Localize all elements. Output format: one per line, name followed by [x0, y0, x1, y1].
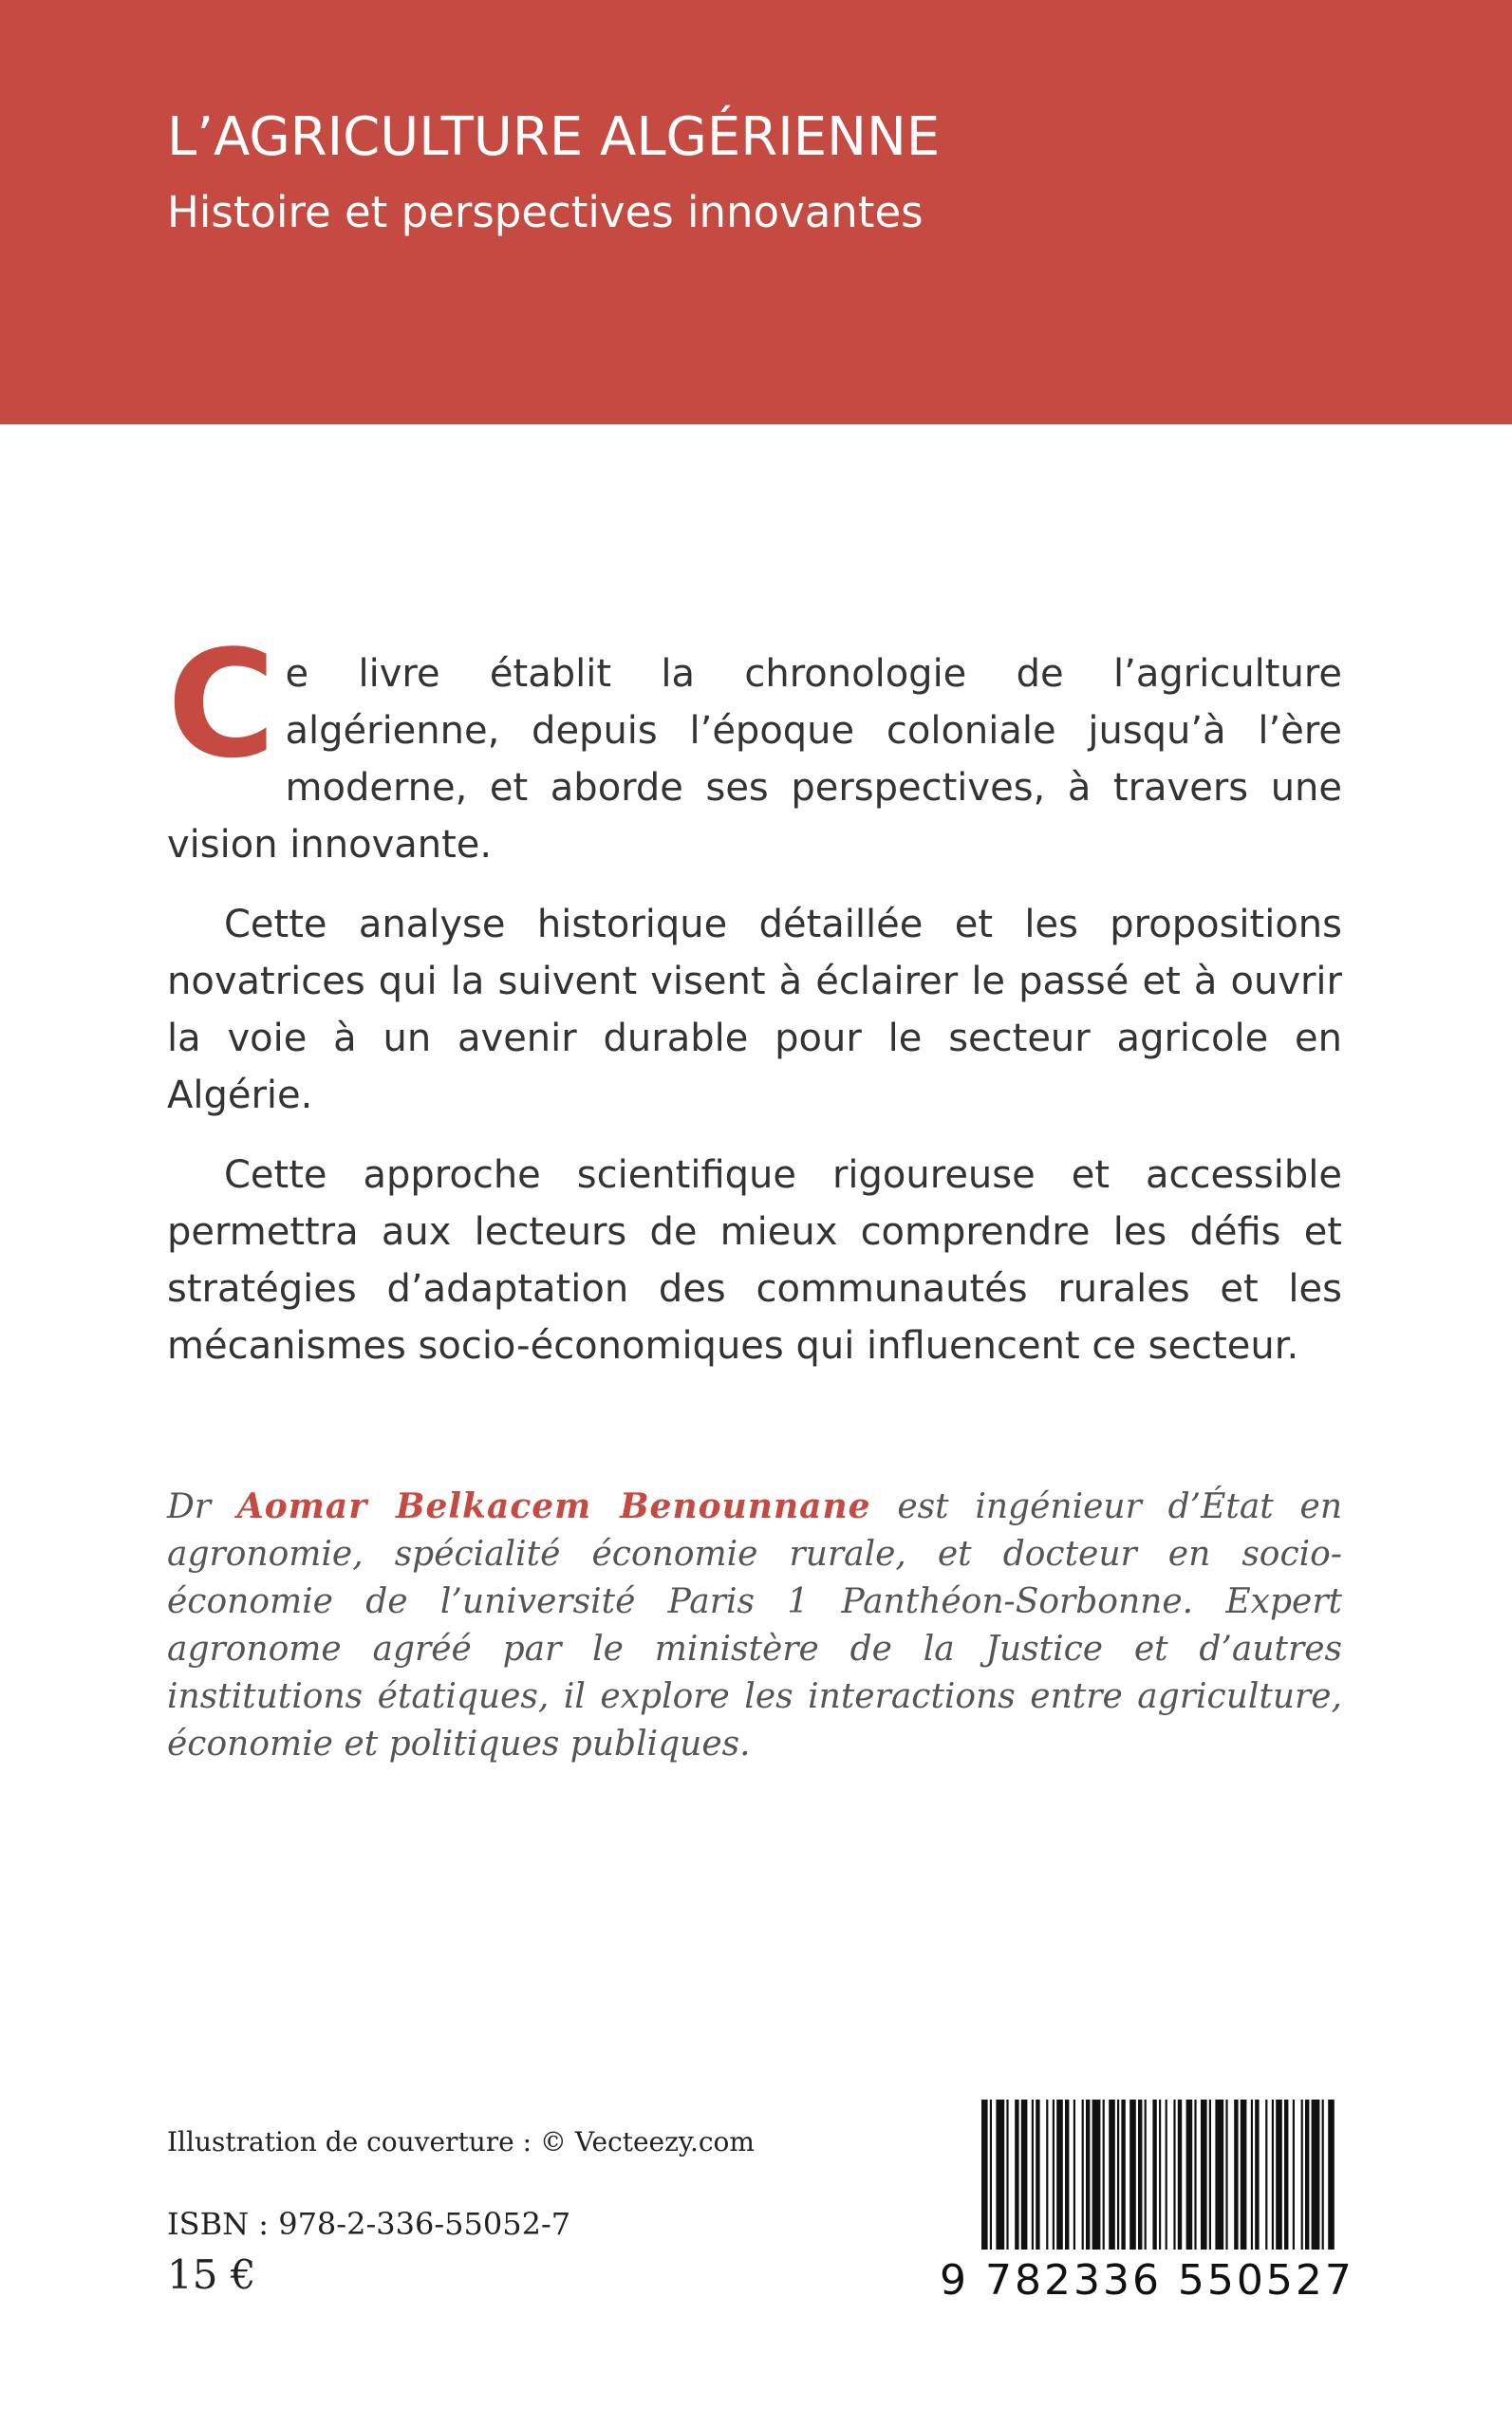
book-subtitle: Histoire et perspectives innovantes: [167, 187, 924, 237]
barcode-bar: [1129, 2100, 1136, 2250]
barcode-bar: [1086, 2100, 1090, 2250]
barcode-bar: [1186, 2100, 1193, 2250]
author-bio-text: est ingénieur d’État en agronomie, spécialité économie rurale, et docteur en socio-économie de l’université Paris 1 Panthéon-Sorbonne. Expert agronome agréé par le ministère de la Justice et d’autres institutions étatiques, il explore les interactions entre agriculture, économie et politiques publiques.: [167, 1487, 1343, 1764]
barcode-bar: [1328, 2100, 1335, 2250]
book-title: L’AGRICULTURE ALGÉRIENNE: [167, 106, 941, 168]
barcode-bar: [1121, 2100, 1125, 2250]
barcode-bar: [1053, 2100, 1055, 2250]
book-blurb: [167, 618, 1342, 1397]
blurb-paragraph-2: Cette analyse historique détaillée et les propositions novatrices qui la suivent visent à éclairer le passé et à ouvrir la voie à un avenir durable pour le secteur agricole en Algérie.: [167, 903, 1342, 1117]
barcode-bar: [1145, 2100, 1147, 2250]
price-label: 15 €: [167, 2251, 256, 2298]
barcode-bar: [1215, 2100, 1223, 2250]
blurb-paragraph-1: [167, 618, 1342, 873]
barcode-bar: [1225, 2100, 1227, 2250]
barcode-bar: [1109, 2100, 1115, 2250]
barcode-bar: [1251, 2100, 1253, 2250]
barcode-bar: [1322, 2100, 1324, 2250]
barcode-bar: [981, 2100, 988, 2250]
barcode-bar: [1032, 2100, 1034, 2250]
barcode-bar: [1138, 2100, 1142, 2250]
barcode-bar: [1117, 2100, 1119, 2250]
barcode-bar: [1065, 2100, 1069, 2250]
cover-header-band: [0, 0, 1512, 424]
barcode-bar: [1234, 2100, 1238, 2250]
drop-cap: C: [167, 618, 276, 791]
barcode-bar: [1166, 2100, 1167, 2250]
barcode-bar: [1178, 2100, 1182, 2250]
barcode-bar: [1036, 2100, 1039, 2250]
barcode-bar: [1301, 2100, 1303, 2250]
author-bio: [167, 1483, 1342, 1768]
barcode-bar: [1276, 2100, 1282, 2250]
barcode-bar: [1159, 2100, 1161, 2250]
barcode-bar: [1272, 2100, 1274, 2250]
barcode-bar: [1103, 2100, 1105, 2250]
blurb-paragraph-3: Cette approche scientifique rigoureuse et accessible permettra aux lecteurs de mieux comprendre les défis et stratégies d’adaptation des communautés rurales et les mécanismes socio-économiques qui influencent ce secteur.: [167, 1153, 1342, 1368]
barcode-bar: [1015, 2100, 1018, 2250]
barcode-bar: [990, 2100, 992, 2250]
barcode-bar: [1173, 2100, 1175, 2250]
author-name: Aomar Belkacem Benounnane: [236, 1486, 871, 1526]
barcode-bar: [1255, 2100, 1259, 2250]
barcode-bar: [1082, 2100, 1084, 2250]
barcode-bar: [1073, 2100, 1075, 2250]
barcode-bar: [1312, 2100, 1320, 2250]
blurb-paragraph-1-text: e livre établit la chronologie de l’agriculture algérienne, depuis l’époque coloniale jusqu’à l’ère moderne, et aborde ses perspectives, à travers une vision innovante.: [167, 652, 1342, 867]
barcode-bars: [940, 2100, 1338, 2261]
illustration-credit: Illustration de couverture : © Vecteezy.com: [167, 2126, 755, 2157]
barcode-bar: [1194, 2100, 1196, 2250]
author-prefix: Dr: [167, 1487, 237, 1526]
barcode-bar: [1092, 2100, 1101, 2250]
barcode-bar: [1284, 2100, 1288, 2250]
barcode-digits: 9 782336 550527: [940, 2256, 1354, 2305]
isbn-label: ISBN : 978-2-336-55052-7: [167, 2206, 571, 2242]
barcode-bar: [996, 2100, 1004, 2250]
barcode-bar: [1265, 2100, 1267, 2250]
barcode-bar: [1293, 2100, 1295, 2250]
barcode-bar: [1305, 2100, 1309, 2250]
barcode-bar: [1152, 2100, 1156, 2250]
barcode-bar: [1021, 2100, 1028, 2250]
barcode: [940, 2100, 1354, 2308]
barcode-bar: [1006, 2100, 1008, 2250]
barcode-bar: [1209, 2100, 1211, 2250]
barcode-bar: [1056, 2100, 1063, 2250]
barcode-bar: [1046, 2100, 1048, 2250]
barcode-bar: [1201, 2100, 1207, 2250]
barcode-bar: [1241, 2100, 1247, 2250]
